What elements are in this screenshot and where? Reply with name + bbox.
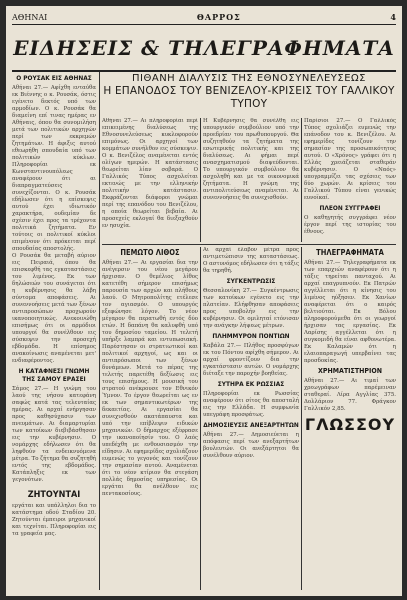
paper-ornament-left: ΑΘΗΝΑΙ xyxy=(12,12,48,22)
left-ad-title: ΖΗΤΟΥΝΤΑΙ xyxy=(27,490,81,500)
right-upper-body: Παρίσιοι 27.— Ο Γαλλικός Τύπος σχολιάζει ευμενώς την επάνοδον του κ. Βενιζέλου. Αι εφημερίδες τονίζουν την σημασίαν της προσωπικότητος αυτού. Ο «Χρόνος» γράφει ότι η Ελλάς χρειάζεται σταθεράν κυβέρνησιν. Ο «Ναός» υπογραμμίζει τας σχέσεις των δύο χωρών. Αι κρίσεις του Γαλλικού Τύπου είναι γενικώς ευνοϊκαί. xyxy=(304,118,396,201)
horizontal-rule-1 xyxy=(102,244,396,245)
banner-line-1: ΠΙΘΑΝΗ ΔΙΑΛΥΣΙΣ ΤΗΣ ΕΘΝΟΣΥΝΕΛΕΥΣΕΩΣ xyxy=(132,73,366,84)
mid-left-upper-body: Αθήναι 27.— Αι πληροφορίαι περί επικειμένης διαλύσεως της Εθνοσυνελεύσεως κυκλοφορούν επιμόνως. Οι αρχηγοί των κομμάτων συνήλθον εις σύσκεψιν. Ο κ. Βενιζέλος αναμένεται εντός ολίγων ημερών. Η κατάστασις θεωρείται λίαν σοβαρά. Ο Γαλλικός Τύπος ασχολείται εκτενώς με την ελληνικήν πολιτικήν κατάστασιν. Εκφράζονται διάφοροι γνώμαι περί της επανόδου του Βενιζέλου, η οποία θεωρείται βεβαία. Αι προσεχείς εκλογαί θα διεξαχθούν εν ησυχία. xyxy=(102,118,198,229)
right-heading-3: ΧΡΗΜΑΤΙΣΤΗΡΙΟΝ xyxy=(318,367,382,375)
section-masthead xyxy=(12,26,396,72)
newspaper-page xyxy=(6,6,402,596)
mid-left-lower-body: Αθήναι 27.— Αι εργασίαι δια την ανέγερσιν του νέου μεγάρου ήρχισαν. Ο θεμέλιος λίθος κατετέθη σήμερον επισήμως παρουσία των αρχών και πλήθους λαού. Ο Μητροπολίτης ετέλεσε τον αγιασμόν. Ο υπουργός εξεφώνησε λόγον. Το νέον μέγαρον θα περατωθή εντός δύο ετών. Η δαπάνη θα καλυφθή υπό του δημοσίου ταμείου. Η τελετή υπήρξε λαμπρά και εντυπωσιακή. Παρέστησαν οι στρατιωτικοί και πολιτικοί αρχηγοί, ως και οι αντιπρόσωποι των ξένων δυνάμεων. Μετά το πέρας της τελετής παρετέθη δεξίωσις εις τους επισήμους. Η μουσική του στρατού ανέκρουσε τον Εθνικόν Ύμνον. Το έργον θεωρείται ως εν εκ των σημαντικωτέρων της δεκαετίας. Αι εργασίαι θα συνεχισθούν ακατάπαυστα και υπό την επίβλεψιν ειδικών μηχανικών. Ο δήμαρχος εξέφρασε την ικανοποίησίν του. Ο λαός υπεδέχθη με ενθουσιασμόν την είδησιν. Αι εφημερίδες σχολιάζουν ευμενώς το γεγονός και τονίζουν την σημασίαν αυτού. Αναμένεται ότι το νέον κτίριον θα στεγάση πολλάς δημοσίας υπηρεσίας. Οι εργάται θα ανέλθουν εις πεντακοσίους. xyxy=(102,260,198,497)
left-heading-2: Η ΚΑΤΑΦΝΕΣΙ ΓΝΩΜΗ ΤΗΣ ΣΑΜΟΥ ΕΡΑΣΕΙ xyxy=(18,367,90,383)
left-body-3: Σάμος 27.— Η γνώμη του λαού της νήσου κατεφάνη σαφώς κατά τας τελευταίας ημέρας. Αι αρχαί ενήργησαν προς καθησύχασιν των πνευμάτων. Αι διαμαρτυρίαι των κατοίκων διεβιβάσθησαν εις την κυβέρνησιν. Ο νομάρχης εδήλωσεν ότι θα ληφθούν τα ενδεικνυόμενα μέτρα. Το ζήτημα θα συζητηθή εντός της εβδομάδος. Κατάπληξις εκ των γεγονότων. xyxy=(12,386,96,483)
mid-center-lower-body-1: Αι αρχαί έλαβον μέτρα προς αντιμετώπισιν της καταστάσεως. Ο αστυνόμος εδήλωσεν ότι η τάξις θα τηρηθή. xyxy=(203,247,299,274)
mid-center-upper-body: Η Κυβέρνησις θα συνέλθη εις υπουργικόν συμβούλιον υπό την προεδρίαν του πρωθυπουργού. Θα συζητηθούν τα ζητήματα της εσωτερικής πολιτικής και της διαλύσεως. Αι φήμαι περί ανασχηματισμού διαψεύδονται. Το υπουργικόν συμβούλιον θα ασχοληθή και με τα οικονομικά ζητήματα. Η γνώμη της αντιπολιτεύσεως αναμένεται. Αι συνεννοήσεις θα συνεχισθούν. xyxy=(203,118,299,201)
mid-center-lower-column xyxy=(203,247,299,590)
right-upper-body-2: Ο καθηγητής συγγράφει νέον έργον περί της ιστορίας του έθνους. xyxy=(304,215,396,235)
column-rule-3 xyxy=(301,118,302,242)
mid-center-lower-body-3: Καβάλα 27.— Πλήθος προσφύγων εκ του Πόντου αφίχθη σήμερον. Αι αρχαί φροντίζουν δια την εγκατάστασιν αυτών. Ο νομάρχης διέταξε την παροχήν βοηθείας. xyxy=(203,343,299,377)
masthead-title: ΕΙΔΗΣΕΙΣ & ΤΗΛΕΓΡΑΦΗΜΑΤΑ xyxy=(13,36,395,60)
mid-center-lower-body-5: Αθήναι 27.— Δημοσιεύεται η απόφασις περί των ανεξαρτήτων βουλευτών. Οι ανεξάρτητοι θα συνέλθουν αύριον. xyxy=(203,432,299,459)
right-lower-body-2: Αθήναι 27.— Αι τιμαί των χρεωγράφων παρέμειναν σταθεραί. Λίρα Αγγλίας 375. Δολλάριον 77. Φράγκον Γαλλικόν 2,85. xyxy=(304,378,396,412)
column-rule-4 xyxy=(200,247,201,590)
left-column xyxy=(12,72,96,590)
right-lower-column xyxy=(304,247,396,590)
right-lower-body-1: Αθήναι 27.— Τηλεγραφήματα εκ των επαρχιών αναφέρουν ότι η τάξις τηρείται πανταχού. Αι αρχαί επαγρυπνούν. Εκ Πατρών αγγέλλεται ότι η κίνησις του λιμένος ηύξησεν. Εκ Χανίων αναφέρεται ότι ο καιρός βελτιούται. Εκ Βόλου πληροφορούμεθα ότι οι γεωργοί ήρχισαν τας εργασίας. Εκ Λαρίσης αγγέλλεται ότι η συγκομιδή θα είναι αφθονωτέρα. Εκ Καλαμών ότι η ελαιοπαραγωγή υπερβαίνει τας προσδοκίας. xyxy=(304,260,396,364)
left-ad-body: εργάται και υπάλληλοι δια το κατάστημα οδού Σταδίου 20. Ζητούνται έμπειροι μηχανικοί και τεχνίται. Πληροφορίαι εις τα γραφεία μας. xyxy=(12,503,96,537)
paper-name: ΘΑΡΡΟΣ xyxy=(196,12,241,22)
mid-center-lower-body-2: Θεσσαλονίκη 27.— Συγκέντρωσις των κατοίκων εγένετο εις την πλατείαν. Ελήφθησαν αποφάσεις προς υποβολήν εις την κυβέρνησιν. Οι ομιληταί ετόνισαν την ανάγκην λήψεως μέτρων. xyxy=(203,288,299,329)
page-number: 4 xyxy=(390,12,396,22)
left-body-1: Αθήναι 27.— Αφίχθη ενταύθα εκ Βιέννης ο κ. Ρουσάκ, όστις εγένετο δεκτός υπό των αρμοδίων. Ο κ. Ρουσάκ θα διαμείνη επί τινας ημέρας εν Αθήναις, όπου θα συνομιλήση μετά των πολιτικών αρχηγών περί των εκκρεμών ζητημάτων. Η άφιξις αυτού εθεωρήθη σπουδαία υπό των πολιτικών κύκλων. Πληροφορίαι εκ Κωνσταντινουπόλεως αναφέρουν ότι αι διαπραγματεύσεις συνεχίζονται. Ο κ. Ρουσάκ εδήλωσεν ότι η επίσκεψις αυτού έχει ιδιωτικόν χαρακτήρα, ουδεμίαν δε σχέσιν έχει προς τα τρέχοντα πολιτικά ζητήματα. Εν τούτοις οι πολιτικοί κύκλοι επιμένουν ότι πρόκειται περί σπουδαίας αποστολής. xyxy=(12,85,96,252)
mid-heading-5: ΔΗΜΟΣΙΕΥΣΙΣ ΑΝΕΞΑΡΤΗΤΩΝ xyxy=(203,421,299,429)
left-headline: Ο ΡΟΥΣΑΚ ΕΙΣ ΑΘΗΝΑΣ xyxy=(16,74,92,82)
right-upper-column xyxy=(304,118,396,242)
mid-left-lower-column xyxy=(102,247,198,590)
column-rule-2 xyxy=(200,118,201,242)
right-heading-1: ΠΛΕΟΝ ΣΥΓΓΡΑΦΕΙ xyxy=(319,204,381,212)
mid-heading-4: ΣΥΤΗΡΑ ΕΚ ΡΩΣΣΙΑΣ xyxy=(217,380,285,388)
left-body-2: Ο Ρουσάκ θα μεταβή αύριον εις Πειραιά, όπου θα επισκεφθή τας εγκαταστάσεις του λιμένος. Εκ των δηλώσεών του συνάγεται ότι η κυβέρνησις θα λάβη σύντομα αποφάσεις. Αι συνεννοήσεις μετά των ξένων αντιπροσώπων προχωρούν ικανοποιητικώς. Ανεκοινώθη επισήμως ότι οι αρμόδιοι υπουργοί θα συνέλθουν εις σύσκεψιν την προσεχή εβδομάδα. Η επίσημος ανακοίνωσις αναμένεται μετ' ενδιαφέροντος. xyxy=(12,253,96,364)
front-banner xyxy=(102,72,396,116)
column-rule-5 xyxy=(301,247,302,590)
banner-line-2: Η ΕΠΑΝΟΔΟΣ ΤΟΥ ΒΕΝΙΖΕΛΟΥ-ΚΡΙΣΕΙΣ ΤΟΥ ΓΑΛΛΙΚΟΥ ΤΥΠΟΥ xyxy=(103,85,395,110)
mid-heading-3: ΠΛΗΜΜΥΡΟΝ ΠΟΝΤΙΩΝ xyxy=(212,332,290,340)
mid-heading-2: ΣΥΓΚΕΝΤΡΩΣΙΣ xyxy=(226,277,276,285)
right-brand: ΓΛΩΣΣΟΥ xyxy=(304,415,396,434)
mid-headline: ΠΕΜΩΤΟ ΛΙΘΟΣ xyxy=(120,248,180,257)
running-header xyxy=(12,10,396,25)
mid-center-upper-column xyxy=(203,118,299,242)
mid-left-upper-column xyxy=(102,118,198,242)
right-heading-2: ΤΗΛΕΓΡΑΦΗΜΑΤΑ xyxy=(316,248,384,257)
mid-center-lower-body-4: Πληροφορίαι εκ Ρωσσίας αναφέρουν ότι σίτος θα αποσταλή εις την Ελλάδα. Η συμφωνία υπεγράφη προσφάτως. xyxy=(203,391,299,418)
column-rule-1 xyxy=(99,72,100,590)
